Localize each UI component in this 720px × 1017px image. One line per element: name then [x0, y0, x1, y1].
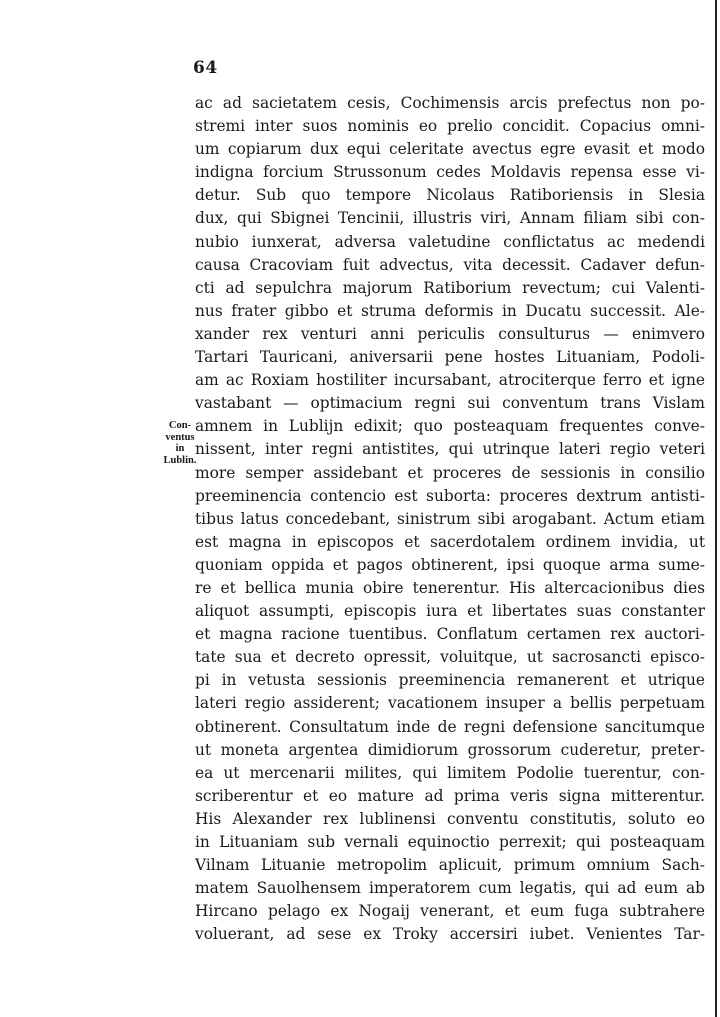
text-line: um copiarum dux equi celeritate avectus egre evasit et modo [195, 140, 705, 159]
text-line: amnem in Lublijn edixit; quo posteaquam frequentes conve- [195, 417, 705, 436]
text-line: Tartari Tauricani, aniversarii pene hostes Lituaniam, Podoli- [195, 348, 705, 367]
text-line: His Alexander rex lublinensi conventu constitutis, soluto eo [195, 809, 705, 828]
text-line: vastabant — optimacium regni sui conventum trans Vislam [195, 394, 705, 413]
text-line: more semper assidebant et proceres de sessionis in consilio [195, 463, 705, 482]
text-line: stremi inter suos nominis eo prelio concidit. Copacius omni- [195, 117, 705, 136]
text-line: nubio iunxerat, adversa valetudine conflictatus ac medendi [195, 232, 705, 251]
text-line: xander rex venturi anni periculis consulturus — enimvero [195, 324, 705, 343]
text-line: causa Cracoviam fuit advectus, vita decessit. Cadaver defun- [195, 255, 705, 274]
text-line: voluerant, ad sese ex Troky accersiri iubet. Venientes Tar- [195, 925, 705, 944]
text-line: aliquot assumpti, episcopis iura et libertates suas constanter [195, 602, 705, 621]
text-line: dux, qui Sbignei Tencinii, illustris viri, Annam filiam sibi con- [195, 209, 705, 228]
text-line: pi in vetusta sessionis preeminencia remanerent et utrique [195, 671, 705, 690]
margin-note-line: Lublin. [163, 454, 197, 466]
page-number: 64 [193, 58, 218, 78]
text-line: ea ut mercenarii milites, qui limitem Podolie tuerentur, con- [195, 763, 705, 782]
margin-note-line: ventus [165, 431, 195, 443]
text-line: Vilnam Lituanie metropolim aplicuit, primum omnium Sach- [195, 856, 705, 875]
text-line: tate sua et decreto opressit, voluitque, ut sacrosancti episco- [195, 648, 705, 667]
text-line: indigna forcium Strussonum cedes Moldavis repensa esse vi- [195, 163, 705, 182]
text-line: ac ad sacietatem cesis, Cochimensis arcis prefectus non po- [195, 94, 705, 112]
text-line: tibus latus concedebant, sinistrum sibi arogabant. Actum etiam [195, 509, 705, 528]
text-line: nissent, inter regni antistites, qui utrinque lateri regio veteri [195, 440, 705, 459]
text-line: et magna racione tuentibus. Conflatum certamen rex auctori- [195, 625, 705, 644]
page-edge [715, 0, 717, 1017]
text-line: obtinerent. Consultatum inde de regni defensione sancitumque [195, 717, 705, 736]
text-line: scriberentur et eo mature ad prima veris signa mitterentur. [195, 786, 705, 805]
text-line: ut moneta argentea dimidiorum grossorum cuderetur, preter- [195, 740, 705, 759]
text-line: est magna in episcopos et sacerdotalem ordinem invidia, ut [195, 532, 705, 551]
text-line: matem Sauolhensem imperatorem cum legatis, qui ad eum ab [195, 879, 705, 898]
text-line: quoniam oppida et pagos obtinerent, ipsi quoque arma sume- [195, 555, 705, 574]
text-line: in Lituaniam sub vernali equinoctio perrexit; qui posteaquam [195, 833, 705, 851]
body-text [195, 92, 705, 946]
text-line: Hircano pelago ex Nogaij venerant, et eum fuga subtrahere [195, 902, 705, 921]
text-line: detur. Sub quo tempore Nicolaus Ratiboriensis in Slesia [195, 186, 705, 205]
text-line: cti ad sepulchra majorum Ratiborium revectum; cui Valenti- [195, 278, 705, 297]
text-line: re et bellica munia obire tenerentur. His altercacionibus dies [195, 578, 705, 597]
margin-note-line: Con- [168, 420, 192, 431]
text-line: preeminencia contencio est suborta: proceres dextrum antisti- [195, 486, 705, 505]
text-line: am ac Roxiam hostiliter incursabant, atrociterque ferro et igne [195, 371, 705, 390]
text-line: lateri regio assiderent; vacationem insuper a bellis perpetuam [195, 694, 705, 713]
margin-note-line: in [175, 443, 185, 454]
text-line: nus frater gibbo et struma deformis in Ducatu successit. Ale- [195, 301, 705, 320]
